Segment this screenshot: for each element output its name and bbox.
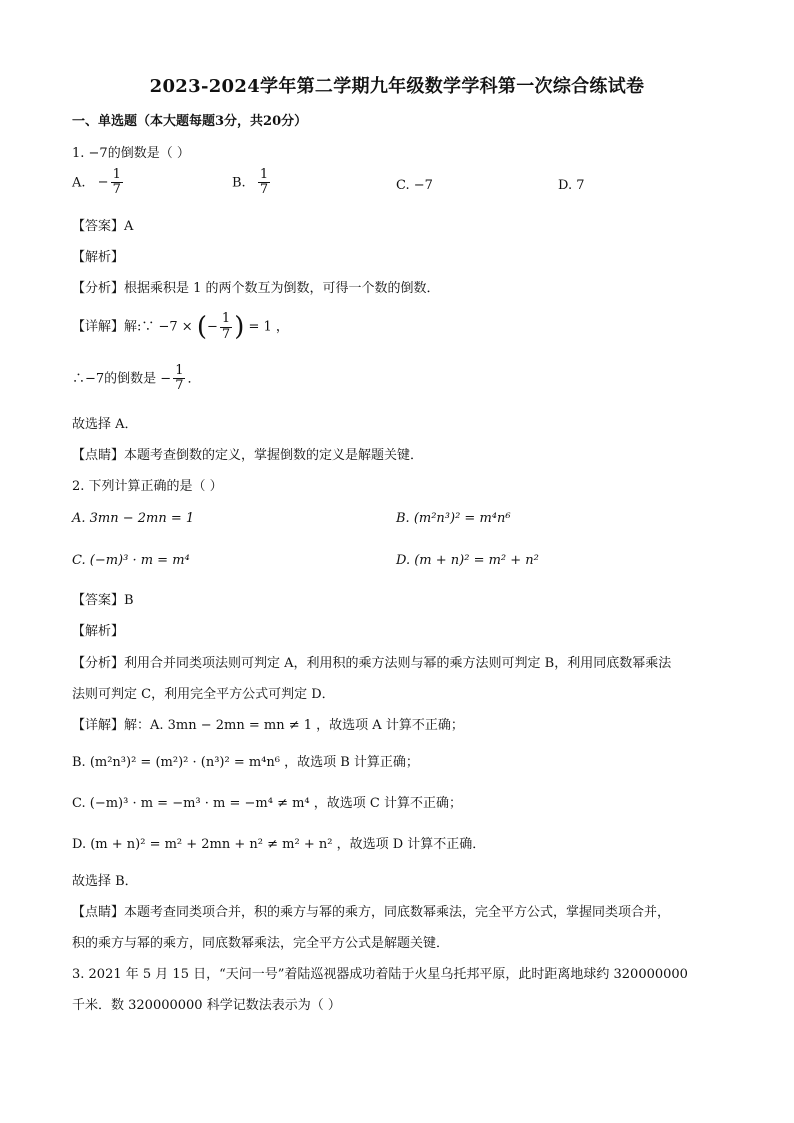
q3-stem-line2: 千米．数 320000000 科学记数法表示为（ ） (72, 998, 341, 1013)
q1-answer: 【答案】A (72, 219, 134, 234)
q1-option-b (232, 168, 272, 198)
q1-analysis-label: 【解析】 (72, 250, 125, 265)
q1-dianjing: 【点睛】本题考查倒数的定义，掌握倒数的定义是解题关键． (72, 448, 424, 463)
q2-detail-a: 【详解】解：A. 3mn − 2mn = mn ≠ 1 ，故选项 A 计算不正确； (72, 718, 464, 733)
q1-fenxi: 【分析】根据乘积是 1 的两个数互为倒数，可得一个数的倒数． (72, 281, 440, 296)
right-paren: ) (234, 312, 245, 342)
q2-option-b: B. (m²n³)² = m⁴n⁶ (396, 511, 511, 526)
q1-stem: 1. −7的倒数是（ ） (72, 146, 190, 161)
q2-fenxi-line2: 法则可判定 C，利用完全平方公式可判定 D． (72, 687, 335, 702)
q1-option-a-label: A. (72, 175, 86, 191)
q2-detail-d: D. (m + n)² = m² + 2mn + n² ≠ m² + n² ，故选项 D 计算不正确． (72, 837, 486, 852)
q2-choose: 故选择 B． (72, 874, 138, 889)
q1-therefore-prefix: ∴−7的倒数是 − (72, 371, 172, 387)
q1-choose: 故选择 A． (72, 417, 138, 432)
q1-therefore-suffix: ． (187, 371, 201, 387)
denominator: 7 (175, 378, 184, 394)
q1-detail-suffix: = 1 ， (248, 319, 289, 335)
page-title: 2023-2024学年第二学期九年级数学学科第一次综合练试卷 (149, 76, 645, 97)
q1-option-a-fraction (111, 168, 123, 198)
q2-option-d: D. (m + n)² = m² + n² (396, 553, 539, 568)
q1-detail-fraction (220, 312, 232, 342)
q1-option-b-label: B. (232, 175, 246, 191)
numerator: 1 (221, 311, 231, 327)
denominator: 7 (112, 182, 121, 198)
q1-detail-sign: − (207, 319, 218, 335)
q2-option-c: C. (−m)³ · m = m⁴ (72, 553, 190, 568)
q2-dianjing-line1: 【点睛】本题考查同类项合并，积的乘方与幂的乘方，同底数幂乘法，完全平方公式，掌握同类项合并， (72, 905, 671, 920)
q3-stem-line1: 3. 2021 年 5 月 15 日，“天问一号”着陆巡视器成功着陆于火星乌托邦平原，此时距离地球约 320000000 (72, 967, 688, 982)
q1-option-c: C. −7 (396, 178, 433, 193)
numerator: 1 (112, 167, 121, 182)
denominator: 7 (259, 182, 269, 198)
q2-detail-c: C. (−m)³ · m = −m³ · m = −m⁴ ≠ m⁴ ，故选项 C 计算不正确； (72, 796, 462, 811)
q1-therefore (72, 364, 201, 394)
q2-analysis-label: 【解析】 (72, 624, 125, 639)
left-paren: ( (196, 312, 207, 342)
q1-detail (72, 312, 289, 342)
q2-fenxi-line1: 【分析】利用合并同类项法则可判定 A，利用积的乘方法则与幂的乘方法则可判定 B，利用同底数幂乘法 (72, 656, 672, 671)
q1-option-a-sign: − (97, 175, 109, 191)
denominator: 7 (221, 326, 231, 342)
q1-option-a (72, 168, 125, 198)
q2-stem: 2. 下列计算正确的是（ ） (72, 479, 223, 494)
numerator: 1 (175, 363, 184, 378)
section-heading: 一、单选题（本大题每题3分，共20分） (72, 114, 308, 129)
q1-therefore-fraction (173, 364, 185, 394)
q1-detail-prefix: 【详解】解:∵ −7 × (72, 319, 193, 335)
numerator: 1 (259, 167, 269, 182)
q2-detail-b: B. (m²n³)² = (m²)² · (n³)² = m⁴n⁶ ，故选项 B 计算正确； (72, 755, 419, 770)
q1-option-b-fraction (258, 168, 270, 198)
q2-option-a: A. 3mn − 2mn = 1 (72, 511, 195, 526)
q2-dianjing-line2: 积的乘方与幂的乘方，同底数幂乘法，完全平方公式是解题关键． (72, 936, 450, 951)
q1-option-d: D. 7 (558, 178, 585, 193)
q2-answer: 【答案】B (72, 593, 134, 608)
